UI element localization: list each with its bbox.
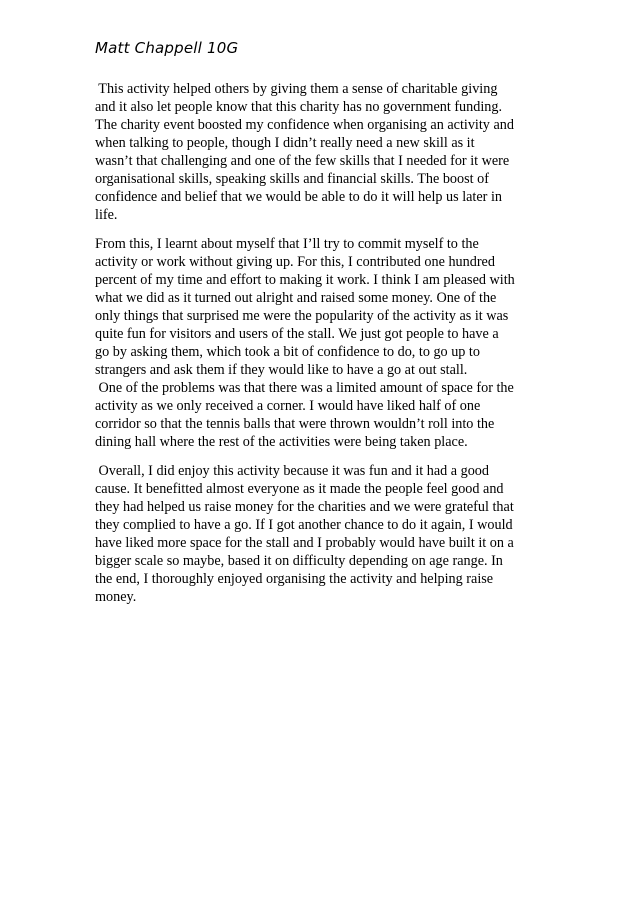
paragraph-2-line: only things that surprised me were the popularity of the activity as it was [95,308,509,324]
paragraph-2-line: what we did as it turned out alright and raised some money. One of the [95,290,497,306]
paragraph-2-line: From this, I learnt about myself that I’ll try to commit myself to the [95,236,479,252]
paragraph-3-line: the end, I thoroughly enjoyed organising the activity and helping raise [95,571,494,587]
paragraph-2-line: quite fun for visitors and users of the stall. We just got people to have a [95,326,499,342]
document-title: Matt Chappell 10G [95,39,239,57]
paragraph-1-line: wasn’t that challenging and one of the few skills that I needed for it were [95,153,510,169]
paragraph-3-line: Overall, I did enjoy this activity because it was fun and it had a good [95,463,489,479]
paragraph-1-line: The charity event boosted my confidence when organising an activity and [95,117,514,133]
paragraph-2-line: dining hall where the rest of the activities were being taken place. [95,434,468,450]
paragraph-3-line: bigger scale so maybe, based it on difficulty depending on age range. In [95,553,503,569]
paragraph-1-line: when talking to people, though I didn’t really need a new skill as it [95,135,475,151]
paragraph-2-line: activity or work without giving up. For this, I contributed one hundred [95,254,495,270]
paragraph-1-line: and it also let people know that this charity has no government funding. [95,99,503,115]
paragraph-2-line: One of the problems was that there was a limited amount of space for the [95,380,514,396]
paragraph-1-line: This activity helped others by giving them a sense of charitable giving [95,81,498,97]
paragraph-3-line: they complied to have a go. If I got another chance to do it again, I would [95,517,513,533]
paragraph-2-line: go by asking them, which took a bit of confidence to do, to go up to [95,344,480,360]
paragraph-3-line: money. [95,589,137,605]
paragraph-2-line: strangers and ask them if they would like to have a go at out stall. [95,362,468,378]
paragraph-3-line: cause. It benefitted almost everyone as it made the people feel good and [95,481,504,497]
paragraph-2-line: activity as we only received a corner. I would have liked half of one [95,398,481,414]
paragraph-2-line: percent of my time and effort to making it work. I think I am pleased with [95,272,515,288]
paragraph-2-line: corridor so that the tennis balls that were thrown wouldn’t roll into the [95,416,495,432]
paragraph-1-line: organisational skills, speaking skills and financial skills. The boost of [95,171,489,187]
paragraph-1-line: confidence and belief that we would be able to do it will help us later in [95,189,502,205]
paragraph-3-line: they had helped us raise money for the charities and we were grateful that [95,499,514,515]
paragraph-3-line: have liked more space for the stall and I probably would have built it on a [95,535,514,551]
paragraph-1-line: life. [95,207,118,223]
